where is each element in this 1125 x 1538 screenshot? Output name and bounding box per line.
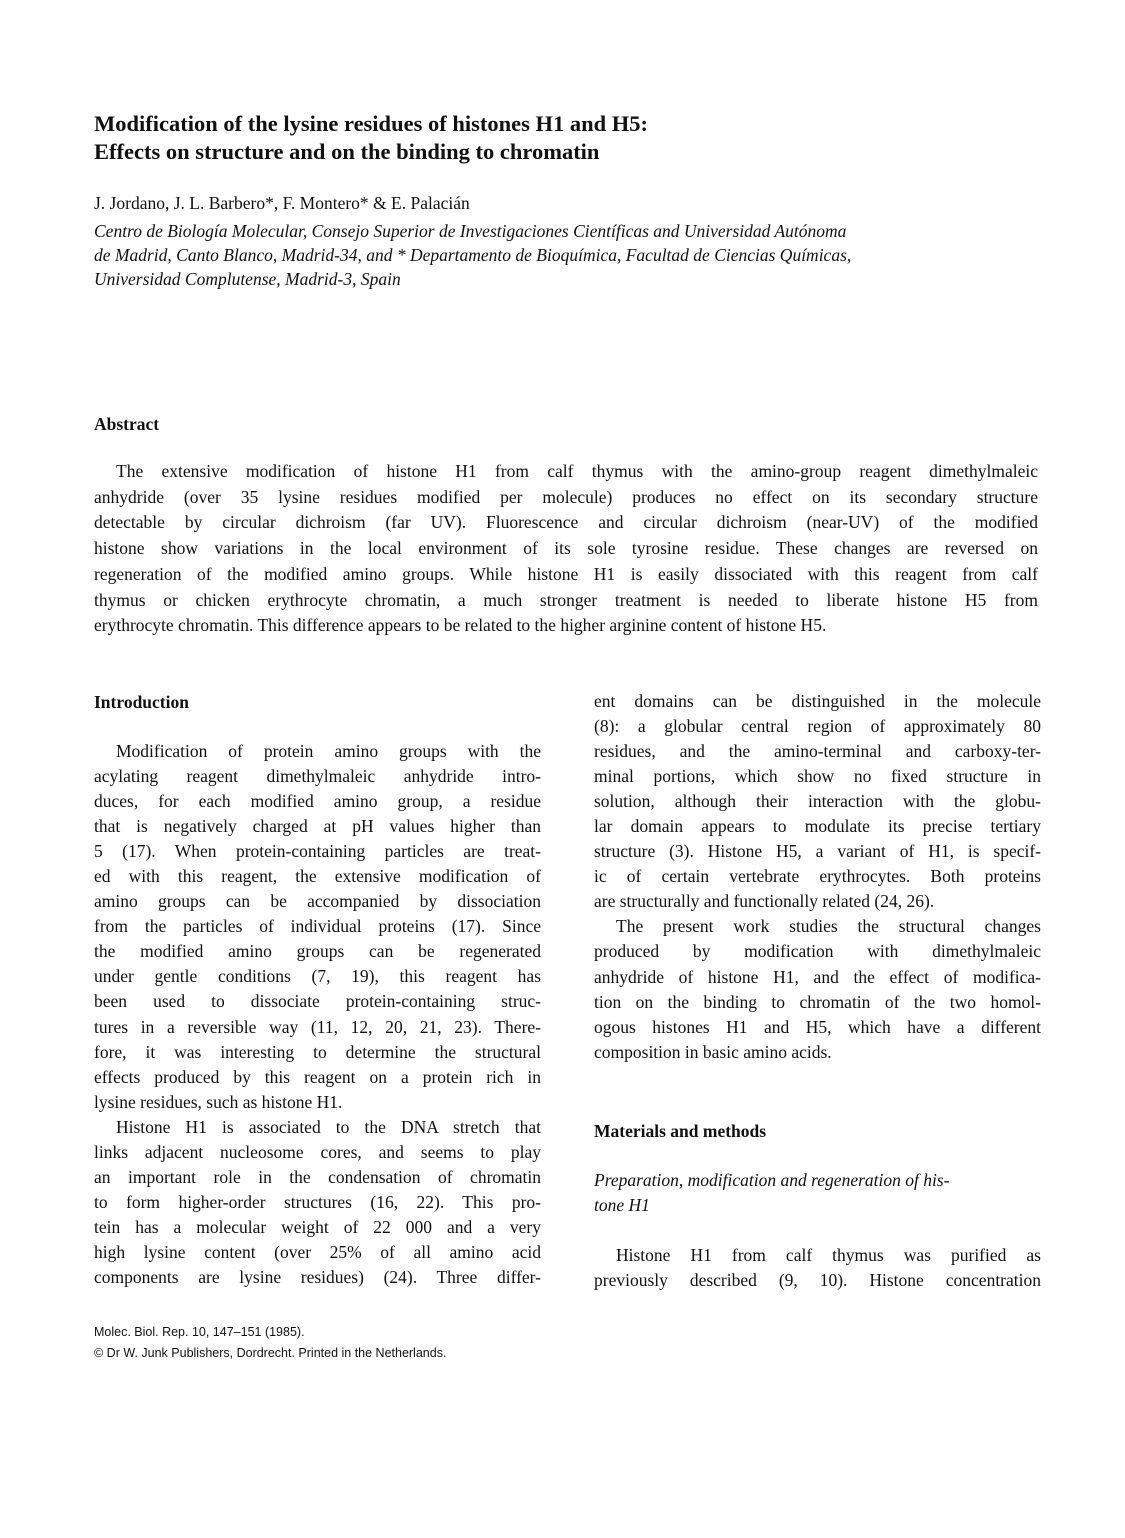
abstract-line: thymus or chicken erythrocyte chromatin, a much stronger treatment is needed to liberate histone H5 from [94,589,1038,610]
body-line: solution, although their interaction with the globu- [594,791,1041,812]
abstract-line: detectable by circular dichroism (far UV). Fluorescence and circular dichroism (near-UV) of the modified [94,512,1038,533]
journal-citation: Molec. Biol. Rep. 10, 147–151 (1985). [94,1325,305,1339]
body-line: Histone H1 from calf thymus was purified as [616,1245,1041,1265]
paper-title [94,110,1054,166]
abstract-line: The extensive modification of histone H1 from calf thymus with the amino-group reagent dimethylmaleic [116,461,1038,481]
body-line: residues, and the amino-terminal and carboxy-ter- [594,741,1041,762]
subheading-line: tone H1 [594,1195,650,1215]
body-line: are structurally and functionally related (24, 26). [594,891,935,912]
body-line: Histone H1 is associated to the DNA stretch that [116,1116,541,1137]
affiliation-line: Universidad Complutense, Madrid-3, Spain [94,269,401,289]
affiliation [94,219,1054,291]
body-line: from the particles of individual proteins (17). Since [94,916,541,937]
abstract-line: regeneration of the modified amino groups. While histone H1 is easily dissociated with this reagent from calf [94,563,1038,584]
body-line: links adjacent nucleosome cores, and seems to play [94,1141,541,1162]
body-line: lysine residues, such as histone H1. [94,1091,343,1112]
methods-subheading [594,1168,1041,1218]
abstract-heading: Abstract [94,414,160,434]
introduction-heading: Introduction [94,692,189,712]
body-line: been used to dissociate protein-containing struc- [94,991,541,1012]
body-line: fore, it was interesting to determine the structural [94,1041,541,1062]
copyright-notice: © Dr W. Junk Publishers, Dordrecht. Printed in the Netherlands. [94,1346,447,1360]
body-line: acylating reagent dimethylmaleic anhydride intro- [94,766,541,787]
page-footer [94,1322,446,1364]
body-line: anhydride of histone H1, and the effect of modifica- [594,966,1041,987]
body-line: amino groups can be accompanied by dissociation [94,891,541,912]
body-line: tein has a molecular weight of 22 000 and a very [94,1216,541,1237]
introduction-left-column [94,739,541,1290]
body-line: The present work studies the structural changes [616,916,1041,937]
body-line: (8): a globular central region of approximately 80 [594,716,1041,737]
body-line: effects produced by this reagent on a protein rich in [94,1066,541,1087]
body-line: an important role in the condensation of chromatin [94,1166,541,1187]
body-line: produced by modification with dimethylmaleic [594,941,1041,962]
body-line: the modified amino groups can be regenerated [94,941,541,962]
body-line: structure (3). Histone H5, a variant of H1, is specif- [594,841,1041,862]
body-line: Modification of protein amino groups with the [116,741,541,761]
title-line: Modification of the lysine residues of histones H1 and H5: [94,111,648,136]
subheading-line: Preparation, modification and regeneration of his- [594,1170,950,1190]
affiliation-line: de Madrid, Canto Blanco, Madrid-34, and * Departamento de Bioquímica, Facultad de Ciencias Químicas, [94,245,852,265]
body-line: ed with this reagent, the extensive modification of [94,866,541,887]
body-line: ent domains can be distinguished in the molecule [594,691,1041,711]
abstract-line: histone show variations in the local environment of its sole tyrosine residue. These changes are reversed on [94,538,1038,559]
methods-heading: Materials and methods [594,1121,767,1141]
body-line: to form higher-order structures (16, 22). This pro- [94,1191,541,1212]
body-line: high lysine content (over 25% of all amino acid [94,1241,541,1262]
abstract-line: erythrocyte chromatin. This difference appears to be related to the higher arginine content of histone H5. [94,615,827,636]
title-line: Effects on structure and on the binding to chromatin [94,139,600,164]
body-line: composition in basic amino acids. [594,1041,832,1062]
body-line: that is negatively charged at pH values higher than [94,816,541,837]
body-line: 5 (17). When protein-containing particles are treat- [94,841,541,862]
affiliation-line: Centro de Biología Molecular, Consejo Superior de Investigaciones Científicas and Universidad Autónoma [94,221,847,241]
abstract-line: anhydride (over 35 lysine residues modified per molecule) produces no effect on its secondary structure [94,486,1038,507]
methods-text [594,1243,1041,1293]
body-line: lar domain appears to modulate its precise tertiary [594,816,1041,837]
body-line: under gentle conditions (7, 19), this reagent has [94,966,541,987]
body-line: components are lysine residues) (24). Three differ- [94,1266,541,1287]
body-line: tures in a reversible way (11, 12, 20, 21, 23). There- [94,1016,541,1037]
abstract-text [94,459,1038,639]
body-line: ic of certain vertebrate erythrocytes. Both proteins [594,866,1041,887]
body-line: duces, for each modified amino group, a residue [94,791,541,812]
body-line: tion on the binding to chromatin of the two homol- [594,991,1041,1012]
introduction-right-column [594,689,1041,1065]
author-list: J. Jordano, J. L. Barbero*, F. Montero* & E. Palacián [94,193,470,213]
body-line: ogous histones H1 and H5, which have a different [594,1016,1041,1037]
body-line: previously described (9, 10). Histone concentration [594,1270,1041,1291]
body-line: minal portions, which show no fixed structure in [594,766,1041,787]
